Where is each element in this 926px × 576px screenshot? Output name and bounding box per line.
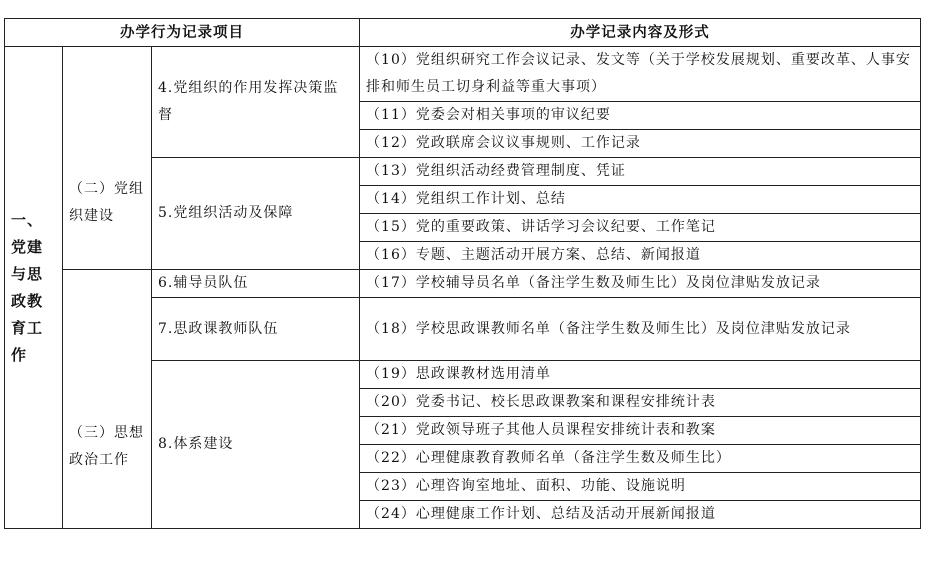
record-19: （19）思政课教材选用清单 <box>360 361 921 389</box>
table-row <box>5 270 921 298</box>
record-22: （22）心理健康教育教师名单（备注学生数及师生比） <box>360 445 921 473</box>
record-15: （15）党的重要政策、讲话学习会议纪要、工作笔记 <box>360 214 921 242</box>
record-10: （10）党组织研究工作会议记录、发文等（关于学校发展规划、重要改革、人事安排和师生员工切身利益等重大事项） <box>360 47 921 102</box>
record-21: （21）党政领导班子其他人员课程安排统计表和教案 <box>360 417 921 445</box>
record-11: （11）党委会对相关事项的审议纪要 <box>360 102 921 130</box>
record-16: （16）专题、主题活动开展方案、总结、新闻报道 <box>360 242 921 270</box>
subcategory-label: （三）思想政治工作 <box>69 425 144 468</box>
item-counselors: 6.辅导员队伍 <box>152 270 360 298</box>
header-content: 办学记录内容及形式 <box>360 19 921 47</box>
record-23: （23）心理咨询室地址、面积、功能、设施说明 <box>360 473 921 501</box>
record-20: （20）党委书记、校长思政课教案和课程安排统计表 <box>360 389 921 417</box>
item-party-activity: 5.党组织活动及保障 <box>152 158 360 270</box>
record-24: （24）心理健康工作计划、总结及活动开展新闻报道 <box>360 501 921 529</box>
header-project: 办学行为记录项目 <box>5 19 360 47</box>
item-party-role: 4.党组织的作用发挥决策监督 <box>152 47 360 158</box>
category-cell: 一、党建与思政教育工作 <box>5 47 63 529</box>
records-table <box>4 18 921 529</box>
record-12: （12）党政联席会议议事规则、工作记录 <box>360 130 921 158</box>
table-row <box>5 47 921 102</box>
item-system: 8.体系建设 <box>152 361 360 529</box>
record-18: （18）学校思政课教师名单（备注学生数及师生比）及岗位津贴发放记录 <box>360 298 921 361</box>
item-teachers: 7.思政课教师队伍 <box>152 298 360 361</box>
subcategory-party-building <box>63 47 152 270</box>
record-17: （17）学校辅导员名单（备注学生数及师生比）及岗位津贴发放记录 <box>360 270 921 298</box>
header-row <box>5 19 921 47</box>
subcategory-ideology <box>63 270 152 529</box>
record-13: （13）党组织活动经费管理制度、凭证 <box>360 158 921 186</box>
record-14: （14）党组织工作计划、总结 <box>360 186 921 214</box>
subcategory-label: （二）党组织建设 <box>69 181 144 224</box>
